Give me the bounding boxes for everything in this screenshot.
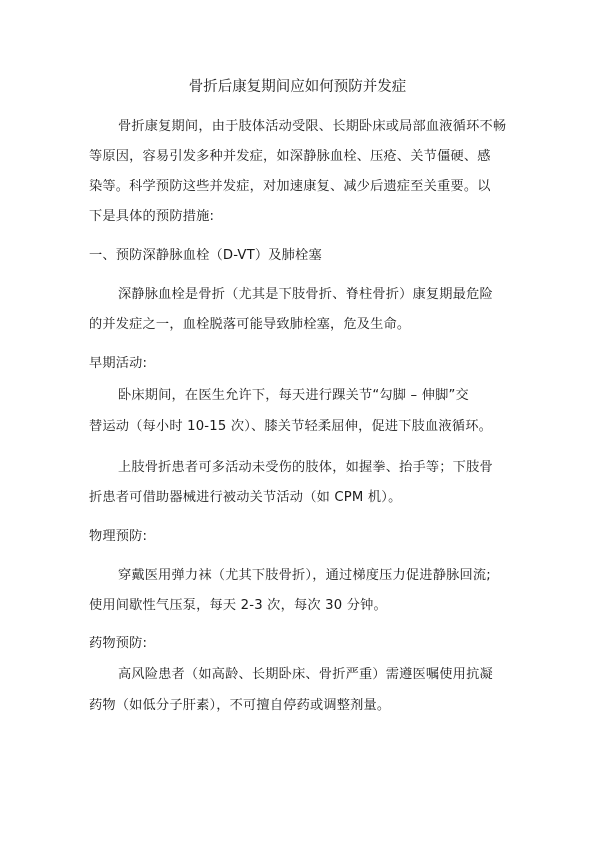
body-paragraph-line: 使用间歇性气压泵，每天 2-3 次，每次 30 分钟。	[89, 598, 387, 613]
body-paragraph-line: 上肢骨折患者可多活动未受伤的肢体，如握拳、抬手等；下肢骨	[118, 460, 493, 475]
subheading: 早期活动:	[89, 356, 148, 371]
section-heading: 一、预防深静脉血栓（D-VT）及肺栓塞	[89, 248, 322, 263]
intro-paragraph-line: 等原因，容易引发多种并发症，如深静脉血栓、压疮、关节僵硬、感	[89, 149, 491, 164]
body-paragraph-line: 替运动（每小时 10-15 次）、膝关节轻柔屈伸，促进下肢血液循环。	[89, 419, 492, 434]
document-title: 骨折后康复期间应如何预防并发症	[188, 79, 407, 95]
body-paragraph-line: 穿戴医用弹力袜（尤其下肢骨折），通过梯度压力促进静脉回流;	[118, 568, 491, 583]
subheading: 药物预防:	[89, 636, 148, 651]
body-paragraph-line: 深静脉血栓是骨折（尤其是下肢骨折、脊柱骨折）康复期最危险	[118, 287, 493, 302]
body-paragraph-line: 高风险患者（如高龄、长期卧床、骨折严重）需遵医嘱使用抗凝	[118, 667, 493, 682]
intro-paragraph-line: 下是具体的预防措施:	[89, 209, 215, 224]
body-paragraph-line: 卧床期间，在医生允许下，每天进行踝关节“勾脚 – 伸脚”交	[118, 388, 469, 403]
body-paragraph-line: 折患者可借助器械进行被动关节活动（如 CPM 机）。	[89, 490, 402, 505]
intro-paragraph-line: 骨折康复期间，由于肢体活动受限、长期卧床或局部血液循环不畅	[118, 119, 507, 134]
body-paragraph-line: 的并发症之一，血栓脱落可能导致肺栓塞，危及生命。	[89, 317, 411, 332]
body-paragraph-line: 药物（如低分子肝素），不可擅自停药或调整剂量。	[89, 698, 391, 713]
subheading: 物理预防:	[89, 529, 148, 544]
intro-paragraph-line: 染等。科学预防这些并发症，对加速康复、减少后遗症至关重要。以	[89, 179, 491, 194]
